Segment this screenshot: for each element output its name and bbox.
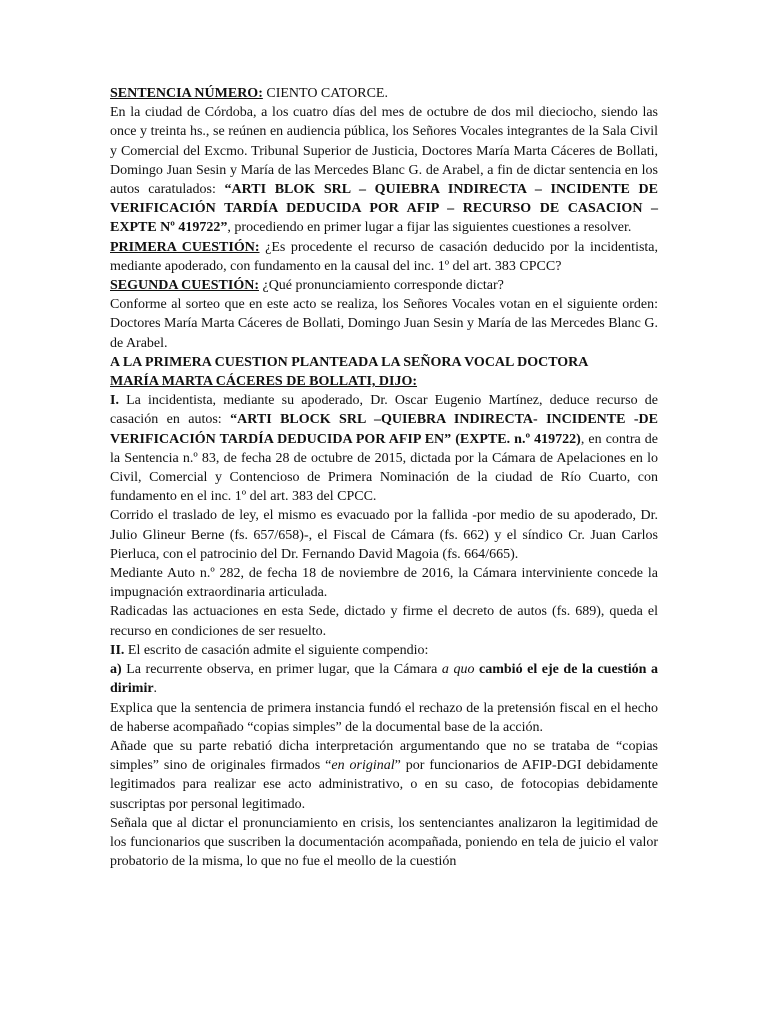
point-a-end: . bbox=[153, 681, 158, 697]
section-heading bbox=[110, 353, 658, 391]
point-a-text: La recurrente observa, en primer lugar, que la Cámara bbox=[121, 662, 442, 678]
adds-italic: en original bbox=[331, 758, 395, 774]
first-question bbox=[110, 238, 658, 276]
case-caption: “ARTI BLOK SRL – QUIEBRA INDIRECTA – INCIDENTE DE VERIFICACIÓN TARDÍA DEDUCIDA POR AFIP – RECURSO DE CASACION – EXPTE Nº 419722” bbox=[110, 182, 658, 236]
auto-paragraph: Mediante Auto n.º 282, de fecha 18 de noviembre de 2016, la Cámara interviniente concede la impugnación extraordinaria articulada. bbox=[110, 566, 658, 601]
explains-paragraph: Explica que la sentencia de primera instancia fundó el rechazo de la pretensión fiscal en el hecho de haberse acompañado “copias simples” de la documental base de la acción. bbox=[110, 700, 658, 735]
section-one-number: I. bbox=[110, 393, 119, 409]
first-question-label: PRIMERA CUESTIÓN: bbox=[110, 239, 260, 255]
second-question bbox=[110, 276, 658, 295]
point-a-bold: cambió el eje de la cuestión a dirimir bbox=[110, 662, 659, 697]
section-one-case: “ARTI BLOCK SRL –QUIEBRA INDIRECTA- INCIDENTE -DE VERIFICACIÓN TARDÍA DEDUCIDA POR AFIP EN” (EXPTE. n.º 419722) bbox=[110, 412, 658, 447]
section-one-paragraph bbox=[110, 391, 658, 506]
adds-text-a: Añade que su parte rebatió dicha interpretación argumentando que no se trataba de “copias simples” sino de originales firmados “ bbox=[110, 738, 658, 774]
intro-text: En la ciudad de Córdoba, a los cuatro días del mes de octubre de dos mil dieciocho, siendo las once y treinta hs., se reúnen en audiencia pública, los Señores Vocales integrantes de la Sala Civil y Comercial del Excmo. Tribunal Superior de Justicia, Doctores María Marta Cáceres de Bollati, Domingo Juan Sesin y María de las Mercedes Blanc G. de Arabel, a fin de dictar sentencia en los autos caratulados: bbox=[110, 105, 658, 198]
adds-text-b: ” por funcionarios de AFIP-DGI debidamente legitimados para realizar ese acto administrativo, o en su caso, de fotocopias debidamente suscriptas por personal legitimado. bbox=[110, 758, 658, 812]
section-heading-line1: A LA PRIMERA CUESTION PLANTEADA LA SEÑORA VOCAL DOCTORA bbox=[110, 354, 589, 370]
section-two-text: El escrito de casación admite el siguiente compendio: bbox=[124, 642, 429, 658]
section-one-text-a: La incidentista, mediante su apoderado, Dr. Oscar Eugenio Martínez, deduce recurso de casación en autos: bbox=[110, 393, 658, 428]
points-out-paragraph: Señala que al dictar el pronunciamiento en crisis, los sentenciantes analizaron la legitimidad de los funcionarios que suscriben la documentación acompañada, poniendo en tela de juicio el valor probatorio de la misma, lo que no fue el meollo de la cuestión bbox=[110, 815, 658, 870]
second-question-label: SEGUNDA CUESTIÓN: bbox=[110, 278, 259, 294]
second-question-text: ¿Qué pronunciamiento corresponde dictar? bbox=[258, 278, 504, 294]
intro-end: , procediendo en primer lugar a fijar las siguientes cuestiones a resolver. bbox=[227, 220, 632, 236]
point-a-italic: a quo bbox=[441, 662, 475, 678]
section-heading-line2: MARÍA MARTA CÁCERES DE BOLLATI, DIJO: bbox=[110, 374, 418, 390]
radicadas-paragraph: Radicadas las actuaciones en esta Sede, dictado y firme el decreto de autos (fs. 689), queda el recurso en condiciones de ser resuelto. bbox=[110, 604, 658, 639]
document-title bbox=[110, 84, 658, 103]
voting-order-paragraph: Conforme al sorteo que en este acto se realiza, los Señores Vocales votan en el siguiente orden: Doctores María Marta Cáceres de Bollati, Domingo Juan Sesin y María de las Mercedes Blanc G. de Arabel. bbox=[110, 297, 658, 351]
first-question-text: ¿Es procedente el recurso de casación deducido por la incidentista, mediante apoderado, con fundamento en la causal del inc. 1º del art. 383 CPCC? bbox=[110, 239, 659, 274]
intro-paragraph bbox=[110, 103, 658, 237]
adds-paragraph bbox=[110, 737, 658, 814]
section-two-paragraph bbox=[110, 641, 658, 660]
judgment-document bbox=[110, 84, 658, 871]
section-one-text-b: , en contra de la Sentencia n.º 83, de fecha 28 de octubre de 2015, dictada por la Cámara de Apelaciones en lo Civil, Comercial y Contencioso de Primera Nominación de la ciudad de Río Cuarto, con fundamento en el inc. 1º del art. 383 del CPCC. bbox=[110, 431, 658, 505]
title-value: CIENTO CATORCE. bbox=[262, 86, 388, 101]
title-label: SENTENCIA NÚMERO: bbox=[110, 86, 263, 101]
section-two-number: II. bbox=[110, 642, 125, 658]
point-a-paragraph bbox=[110, 660, 658, 698]
point-a-label: a) bbox=[110, 662, 122, 678]
transfer-paragraph: Corrido el traslado de ley, el mismo es evacuado por la fallida -por medio de su apoderado, Dr. Julio Glineur Berne (fs. 657/658)-, el Fiscal de Cámara (fs. 662) y el síndico Cr. Juan Carlos Pierluca, con el patrocinio del Dr. Fernando David Magoia (fs. 664/665). bbox=[110, 508, 658, 562]
